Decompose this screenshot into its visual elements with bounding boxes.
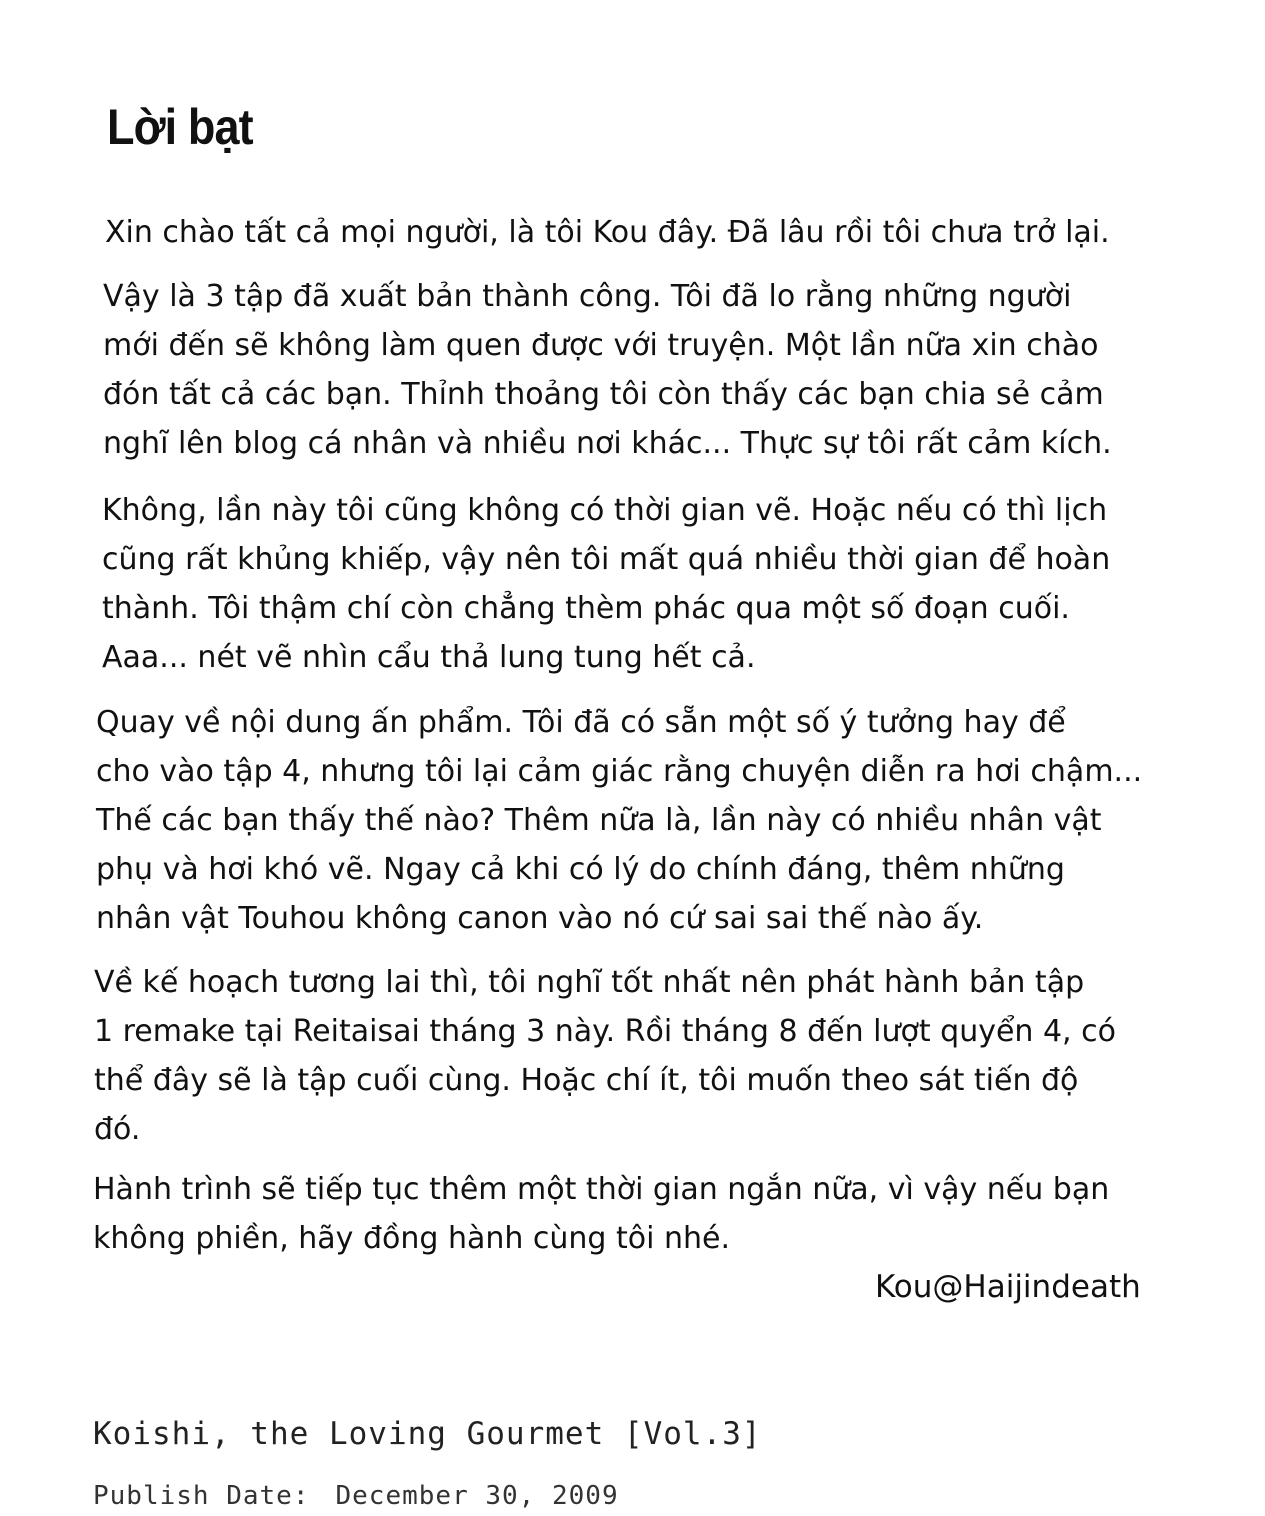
page-title: Lời bạt [107,99,253,155]
text-line: Quay về nội dung ấn phẩm. Tôi đã có sẵn một số ý tưởng hay để [96,705,1066,740]
text-line: đón tất cả các bạn. Thỉnh thoảng tôi còn thấy các bạn chia sẻ cảm [103,377,1104,412]
text-line: mới đến sẽ không làm quen được với truyện. Một lần nữa xin chào [103,328,1099,363]
author-signature: Kou@Haijindeath [875,1269,1141,1305]
paragraph-3 [102,486,1222,682]
text-line: cho vào tập 4, nhưng tôi lại cảm giác rằng chuyện diễn ra hơi chậm... [96,754,1143,789]
publish-date-value: December 30, 2009 [335,1481,619,1511]
text-line: không phiền, hãy đồng hành cùng tôi nhé. [93,1221,731,1256]
text-line: Không, lần này tôi cũng không có thời gian vẽ. Hoặc nếu có thì lịch [102,493,1108,528]
text-line: thành. Tôi thậm chí còn chẳng thèm phác qua một số đoạn cuối. [102,591,1070,626]
text-line: nhân vật Touhou không canon vào nó cứ sai sai thế nào ấy. [96,901,984,936]
text-line: 1 remake tại Reitaisai tháng 3 này. Rồi tháng 8 đến lượt quyển 4, có [94,1014,1116,1049]
publish-date-label: Publish Date: [93,1481,310,1511]
text-line: Aaa... nét vẽ nhìn cẩu thả lung tung hết cả. [102,640,756,675]
text-line: thể đây sẽ là tập cuối cùng. Hoặc chí ít, tôi muốn theo sát tiến độ [94,1063,1079,1098]
text-line: Xin chào tất cả mọi người, là tôi Kou đây. Đã lâu rồi tôi chưa trở lại. [105,215,1110,250]
text-line: phụ và hơi khó vẽ. Ngay cả khi có lý do chính đáng, thêm những [96,852,1065,887]
text-line: Thế các bạn thấy thế nào? Thêm nữa là, lần này có nhiều nhân vật [96,803,1102,838]
publish-date [93,1476,619,1516]
text-line: cũng rất khủng khiếp, vậy nên tôi mất quá nhiều thời gian để hoàn [102,542,1111,577]
book-title: Koishi, the Loving Gourmet [Vol.3] [93,1416,762,1452]
paragraph-1 [105,208,1225,257]
text-line: nghĩ lên blog cá nhân và nhiều nơi khác... Thực sự tôi rất cảm kích. [103,426,1112,461]
paragraph-4 [96,698,1216,943]
text-line: đó. [94,1112,141,1147]
paragraph-6 [93,1165,1213,1263]
text-line: Hành trình sẽ tiếp tục thêm một thời gian ngắn nữa, vì vậy nếu bạn [93,1172,1110,1207]
text-line: Vậy là 3 tập đã xuất bản thành công. Tôi đã lo rằng những người [103,279,1072,314]
text-line: Về kế hoạch tương lai thì, tôi nghĩ tốt nhất nên phát hành bản tập [94,965,1085,1000]
paragraph-2 [103,272,1223,468]
paragraph-5 [94,958,1214,1154]
